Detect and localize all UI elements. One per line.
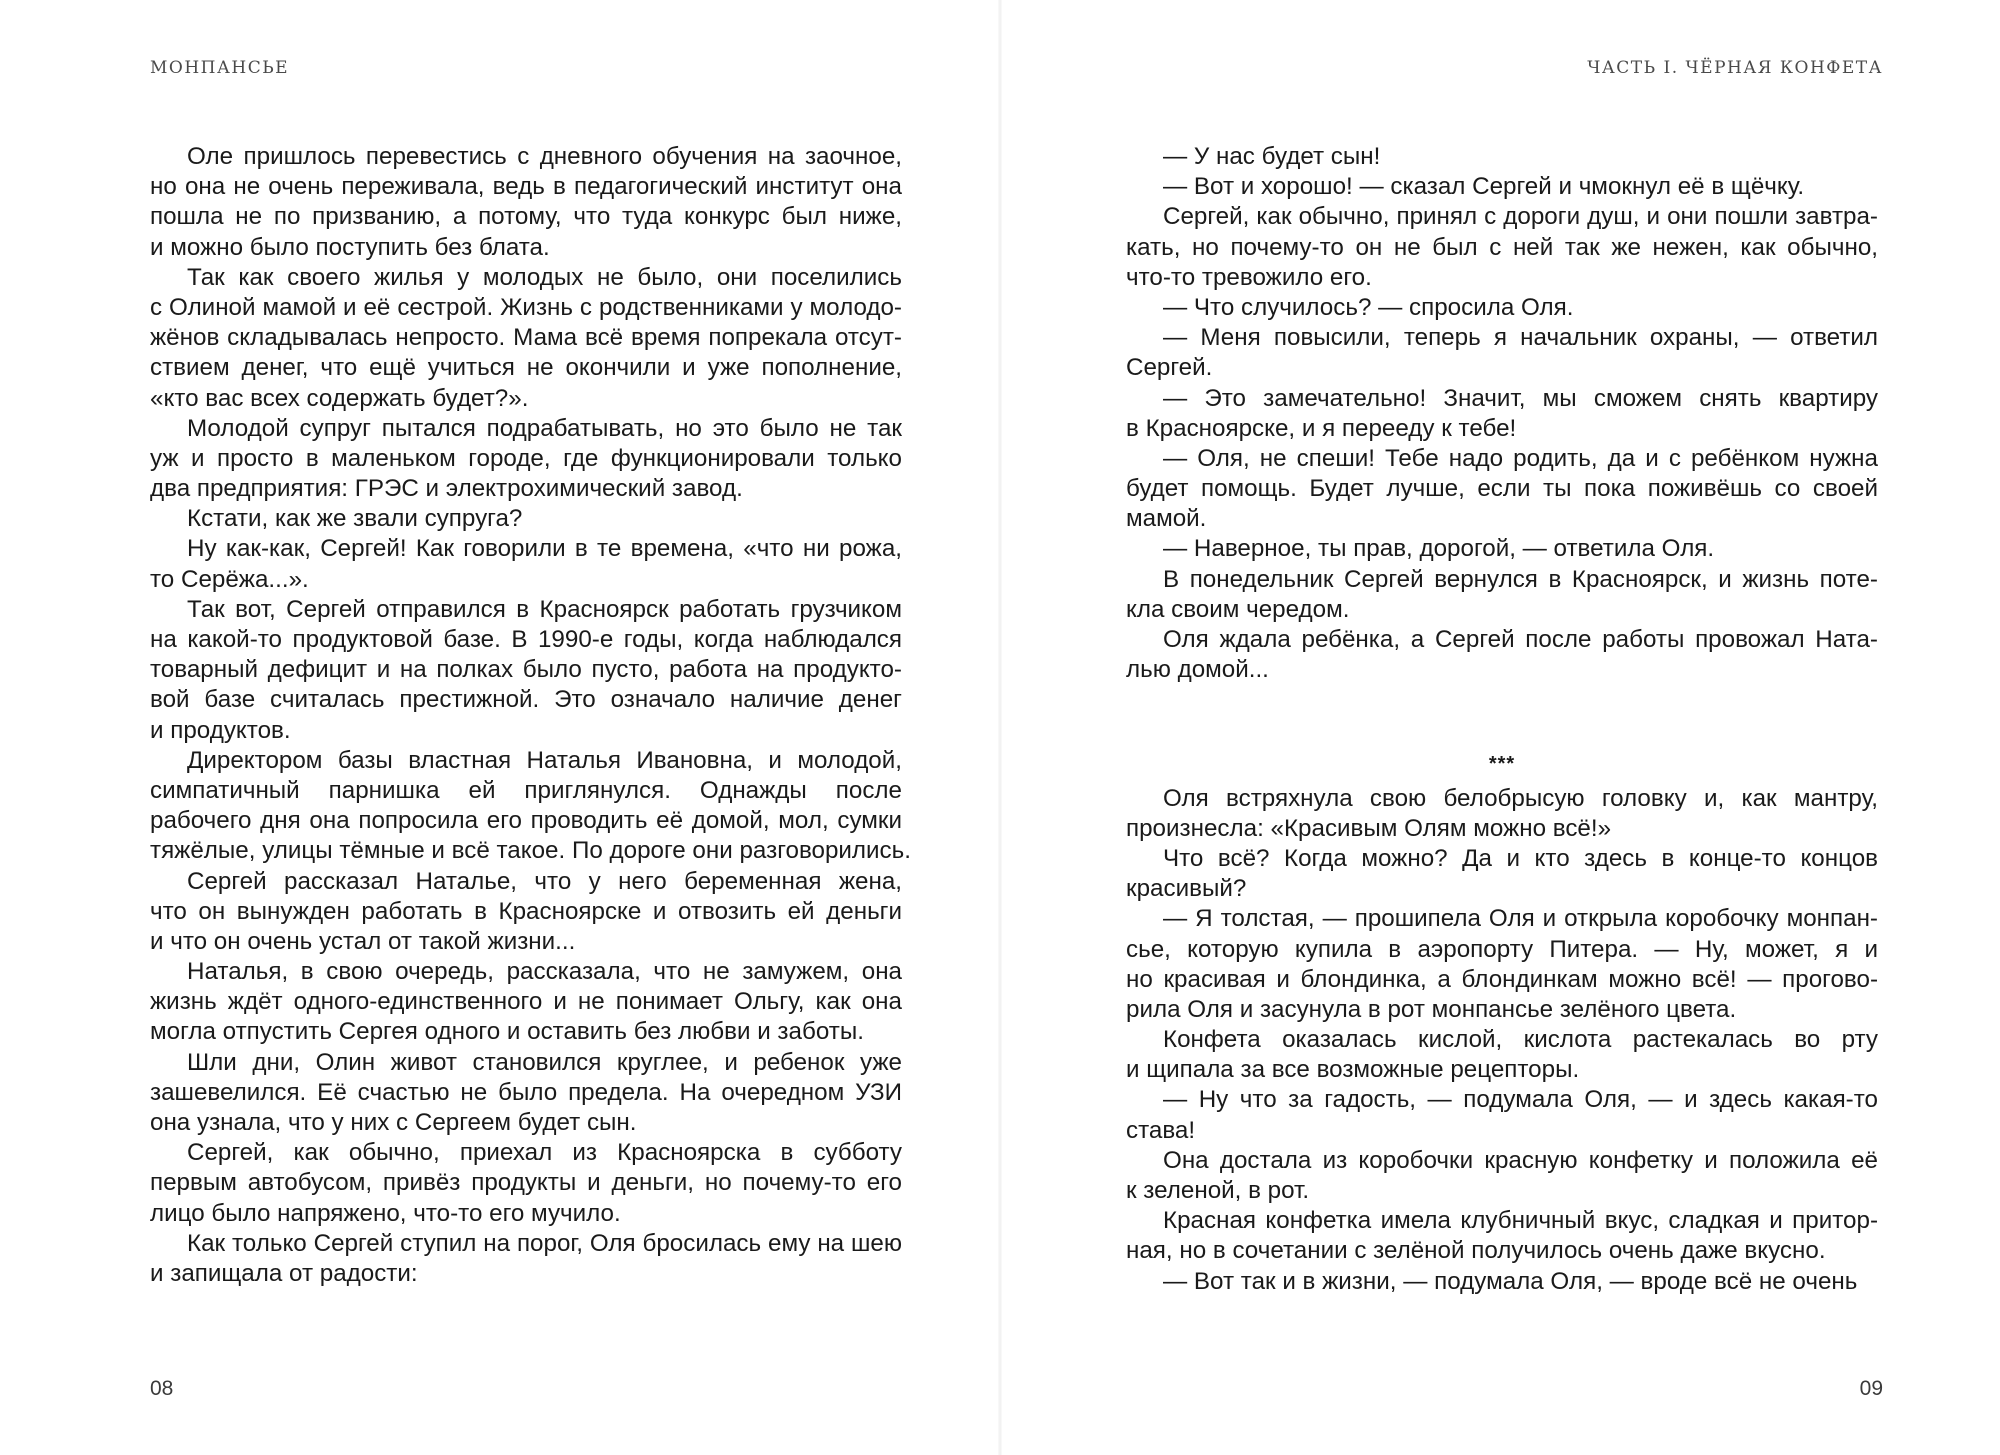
text-line: лью домой... xyxy=(1126,656,1269,684)
text-line: сье, которую купила в аэропорту Питера. — Ну, может, я и xyxy=(1126,935,1878,963)
text-line: Красная конфетка имела клубничный вкус, сладкая и притор- xyxy=(1163,1207,1878,1235)
text-line: но она не очень переживала, ведь в педагогический институт она xyxy=(150,173,902,201)
text-line: Сергей, как обычно, принял с дороги душ, и они пошли завтра- xyxy=(1163,203,1878,231)
text-line: — Ну что за гадость, — подумала Оля, — и здесь какая-то xyxy=(1163,1086,1878,1114)
text-line: с Олиной мамой и её сестрой. Жизнь с родственниками у молодо- xyxy=(150,293,902,321)
text-line: Так вот, Сергей отправился в Красноярск работать грузчиком xyxy=(187,595,902,623)
text-line: — Оля, не спеши! Тебе надо родить, да и с ребёнком нужна xyxy=(1163,444,1878,472)
text-line: Молодой супруг пытался подрабатывать, но это было не так xyxy=(187,414,902,442)
left-page-text xyxy=(150,142,911,1289)
section-separator: *** xyxy=(1488,753,1516,776)
text-line: — Наверное, ты прав, дорогой, — ответила Оля. xyxy=(1163,535,1715,563)
page-gutter xyxy=(998,0,1002,1455)
text-line: — Меня повысили, теперь я начальник охраны, — ответил xyxy=(1163,324,1878,352)
text-line: к зеленой, в рот. xyxy=(1126,1177,1310,1204)
text-line: Ну как-как, Сергей! Как говорили в те времена, «что ни рожа, xyxy=(187,535,902,563)
text-line: Сергей рассказал Наталье, что у него беременная жена, xyxy=(187,867,902,895)
text-line: кать, но почему-то он не был с ней так же нежен, как обычно, xyxy=(1126,233,1878,261)
section-gap xyxy=(1126,685,1878,753)
text-line: что он вынужден работать в Красноярске и отвозить ей деньги xyxy=(150,897,902,925)
text-line: Наталья, в свою очередь, рассказала, что не замужем, она xyxy=(187,958,902,986)
text-line: мамой. xyxy=(1126,505,1207,533)
text-line: — Это замечательно! Значит, мы сможем снять квартиру xyxy=(1163,384,1878,412)
page-number-left: 08 xyxy=(150,1377,174,1400)
text-line: Директором базы властная Наталья Ивановна, и молодой, xyxy=(187,746,902,774)
text-line: става! xyxy=(1126,1116,1196,1144)
text-line: — У нас будет сын! xyxy=(1163,143,1381,170)
text-line: и щипала за все возможные рецепторы. xyxy=(1126,1056,1580,1084)
text-line: два предприятия: ГРЭС и электрохимический завод. xyxy=(150,475,743,503)
text-line: Как только Сергей ступил на порог, Оля бросилась ему на шею xyxy=(187,1229,902,1257)
page-number-right: 09 xyxy=(1859,1377,1883,1400)
text-line: рила Оля и засунула в рот монпансье зелёного цвета. xyxy=(1126,995,1737,1023)
text-line: могла отпустить Сергея одного и оставить без любви и заботы. xyxy=(150,1018,864,1046)
text-line: первым автобусом, привёз продукты и деньги, но почему-то его xyxy=(150,1169,902,1197)
text-line: товарный дефицит и на полках было пусто, работа на продукто- xyxy=(150,656,902,684)
text-line: тяжёлые, улицы тёмные и всё такое. По дороге они разговорились. xyxy=(150,837,911,865)
text-line: «кто вас всех содержать будет?». xyxy=(150,384,529,412)
text-line: Сергей, как обычно, приехал из Красноярска в субботу xyxy=(187,1139,902,1167)
text-line: Она достала из коробочки красную конфетку и положила её xyxy=(1163,1146,1878,1174)
text-line: жёнов складывалась непросто. Мама всё время попрекала отсут- xyxy=(150,324,902,352)
text-line: уж и просто в маленьком городе, где функционировали только xyxy=(150,444,902,472)
text-line: что-то тревожило его. xyxy=(1126,263,1372,291)
text-line: ствием денег, что ещё учиться не окончили и уже пополнение, xyxy=(150,354,902,382)
text-line: жизнь ждёт одного-единственного и не понимает Ольгу, как она xyxy=(150,988,902,1016)
text-line: Шли дни, Олин живот становился круглее, и ребенок уже xyxy=(187,1048,902,1076)
running-head-left: МОНПАНСЬЕ xyxy=(150,58,290,78)
text-line: Что всё? Когда можно? Да и кто здесь в конце-то концов xyxy=(1163,844,1878,872)
running-head-right: ЧАСТЬ I. ЧЁРНАЯ КОНФЕТА xyxy=(1587,58,1883,78)
text-line: лицо было напряжено, что-то его мучило. xyxy=(150,1199,621,1227)
text-line: — Что случилось? — спросила Оля. xyxy=(1163,293,1574,321)
text-line: В понедельник Сергей вернулся в Красноярск, и жизнь поте- xyxy=(1163,565,1878,593)
text-line: пошла не по призванию, а потому, что туда конкурс был ниже, xyxy=(150,203,902,231)
text-line: Кстати, как же звали супруга? xyxy=(187,505,523,533)
text-line: будет помощь. Будет лучше, если ты пока поживёшь со своей xyxy=(1126,475,1878,503)
text-line: кла своим чередом. xyxy=(1126,595,1350,623)
text-line: и запищала от радости: xyxy=(150,1259,418,1287)
text-line: рабочего дня она попросила его проводить её домой, мол, сумки xyxy=(150,807,902,835)
text-line: ная, но в сочетании с зелёной получилось очень даже вкусно. xyxy=(1126,1237,1826,1265)
right-page-text xyxy=(1126,142,1878,1297)
text-line: и можно было поступить без блата. xyxy=(150,233,550,261)
text-line: то Серёжа...». xyxy=(150,565,309,593)
text-line: на какой-то продуктовой базе. В 1990-е годы, когда наблюдался xyxy=(150,626,902,653)
text-line: и продуктов. xyxy=(150,716,291,744)
text-line: симпатичный парнишка ей приглянулся. Однажды после xyxy=(150,776,902,804)
text-line: Конфета оказалась кислой, кислота растекалась во рту xyxy=(1163,1026,1878,1054)
text-line: она узнала, что у них с Сергеем будет сын. xyxy=(150,1109,637,1136)
text-line: Сергей. xyxy=(1126,354,1213,382)
text-line: зашевелился. Её счастью не было предела. На очередном УЗИ xyxy=(150,1078,902,1106)
text-line: — Вот и хорошо! — сказал Сергей и чмокнул её в щёчку. xyxy=(1163,173,1805,201)
text-line: Оле пришлось перевестись с дневного обучения на заочное, xyxy=(187,143,902,170)
text-line: Оля встряхнула свою белобрысую головку и, как мантру, xyxy=(1163,784,1878,812)
text-line: Так как своего жилья у молодых не было, они поселились xyxy=(187,263,902,291)
text-line: и что он очень устал от такой жизни... xyxy=(150,927,576,955)
text-line: — Я толстая, — прошипела Оля и открыла коробочку монпан- xyxy=(1163,905,1878,933)
text-line: — Вот так и в жизни, — подумала Оля, — вроде всё не очень xyxy=(1163,1267,1858,1295)
text-line: произнесла: «Красивым Олям можно всё!» xyxy=(1126,814,1612,842)
text-line: вой базе считалась престижной. Это означало наличие денег xyxy=(150,686,902,714)
text-line: красивый? xyxy=(1126,875,1247,903)
text-line: в Красноярске, и я перееду к тебе! xyxy=(1126,414,1517,442)
text-line: Оля ждала ребёнка, а Сергей после работы провожал Ната- xyxy=(1163,626,1878,653)
text-line: но красивая и блондинка, а блондинкам можно всё! — прогово- xyxy=(1126,965,1878,993)
